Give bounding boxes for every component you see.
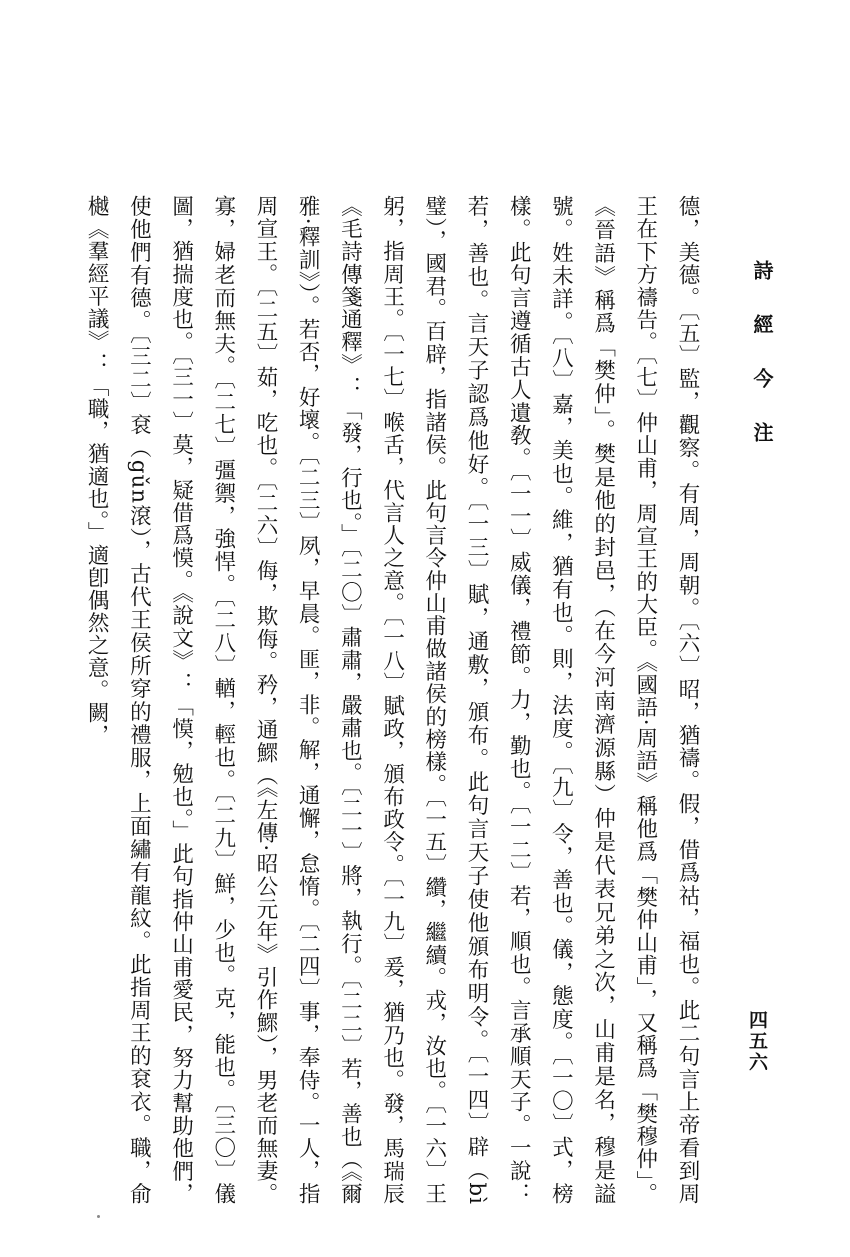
annotation-text: 德，美德。〔五〕監，觀察。有周，周朝。〔六〕昭，猶禱。假，借爲祜，福也。此二句言上帝看到周王在下方禱告。〔七〕仲山甫，周宣王的大臣。《國語·周語》稱他爲「樊仲山甫」，又稱爲「樊穆仲」。《晉語》稱爲「樊仲」。樊是他的封邑，（在今河南濟源縣）仲是代表兄弟之次，山甫是名，穆是謚號。姓未詳。〔八〕嘉，美也。維，猶有也。則，法度。〔九〕令，善也。儀，態度。〔一〇〕式，榜樣。此句言遵循古人遺敎。〔一一〕威儀，禮節。力，勤也。〔一二〕若，順也。言承順天子。一說：若，善也。言天子認爲他好。〔一三〕賦，通敷，頒布。此句言天子使他頒布明令。〔一四〕辟（bì璧），國君。百辟，指諸侯。此句言令仲山甫做諸侯的榜樣。〔一五〕纘，繼續。戎，汝也。〔一六〕王躬，指周王。〔一七〕喉舌，代言人之意。〔一八〕賦政，頒布政令。〔一九〕爰，猶乃也。發，馬瑞辰《毛詩傳箋通釋》：「發，行也。」〔二〇〕肅肅，嚴肅也。〔二一〕將，執行。〔二二〕若，善也（《爾雅·釋訓》）。若否，好壞。〔二三〕夙，早晨。匪，非。解，通懈，怠惰。〔二四〕事，奉侍。一人，指周宣王。〔二五〕茹，吃也。〔二六〕侮，欺侮。矜，通鰥（《左傳·昭公元年》引作鰥），男老而無妻。寡，婦老而無夫。〔二七〕彊禦，強悍。〔二八〕輶，輕也。〔二九〕鮮，少也。克，能也。〔三〇〕儀圖，猶揣度也。〔三一〕莫，疑借爲慔。《說文》：「慔，勉也。」此句指仲山甫愛民，努力幫助他們，使他們有德。〔三二〕袞（gǔn滾），古代王侯所穿的禮服，上面繡有龍紋。此指周王的袞衣。職，俞樾《羣經平議》：「職，猶適也。」適卽偶然之意。闕， xyxy=(84,195,700,1205)
running-head-book-title: 詩經今注 xyxy=(750,260,774,476)
page-number: 四五六 xyxy=(746,1010,768,1073)
annotation-body xyxy=(78,195,708,1205)
print-speck xyxy=(97,1215,100,1218)
